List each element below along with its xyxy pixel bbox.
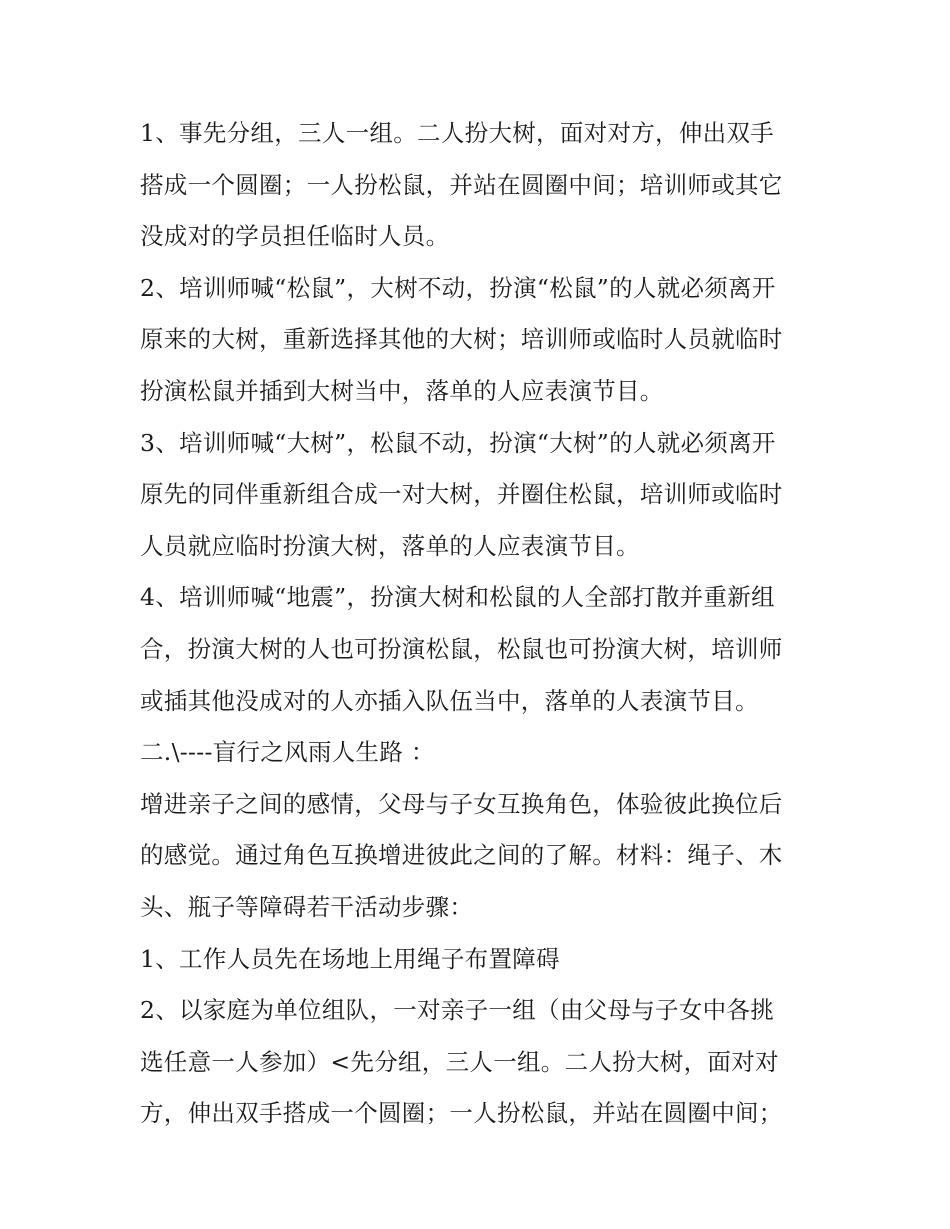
text-line-12: 或插其他没成对的人亦插入队伍当中，落单的人表演节目。 [140, 686, 759, 715]
text-line-14: 增进亲子之间的感情，父母与子女互换角色，体验彼此换位后 [140, 789, 783, 818]
text-line-4: 2、培训师喊“松鼠”，大树不动，扮演“松鼠”的人就必须离开 [140, 273, 776, 302]
text-line-6: 扮演松鼠并插到大树当中，落单的人应表演节目。 [140, 376, 664, 405]
text-line-2: 搭成一个圆圈；一人扮松鼠，并站在圆圈中间；培训师或其它 [140, 170, 783, 199]
text-line-10: 4、培训师喊“地震”，扮演大树和松鼠的人全部打散并重新组 [140, 583, 775, 612]
text-line-7: 3、培训师喊“大树”，松鼠不动，扮演“大树”的人就必须离开 [140, 428, 776, 457]
text-line-19: 选任意一人参加）<先分组，三人一组。二人扮大树，面对对 [140, 1047, 779, 1076]
text-line-1: 1、事先分组，三人一组。二人扮大树，面对对方，伸出双手 [140, 119, 775, 147]
text-line-16: 头、瓶子等障碍若干活动步骤： [140, 892, 474, 921]
text-line-11: 合，扮演大树的人也可扮演松鼠，松鼠也可扮演大树，培训师 [140, 634, 783, 663]
text-line-18: 2、以家庭为单位组队，一对亲子一组（由父母与子女中各挑 [140, 996, 775, 1025]
section-heading: 二.\----盲行之风雨人生路 ： [140, 738, 435, 767]
document-body [140, 108, 820, 1140]
text-line-9: 人员就应临时扮演大树，落单的人应表演节目。 [140, 531, 640, 560]
text-line-20: 方，伸出双手搭成一个圆圈；一人扮松鼠，并站在圆圈中间； [140, 1099, 783, 1128]
text-line-8: 原先的同伴重新组合成一对大树，并圈住松鼠，培训师或临时 [140, 480, 783, 509]
text-line-3: 没成对的学员担任临时人员。 [140, 222, 450, 251]
text-line-17: 1、工作人员先在场地上用绳子布置障碍 [140, 944, 560, 973]
text-line-5: 原来的大树，重新选择其他的大树；培训师或临时人员就临时 [140, 325, 783, 354]
text-line-15: 的感觉。通过角色互换增进彼此之间的了解。材料：绳子、木 [140, 841, 783, 870]
